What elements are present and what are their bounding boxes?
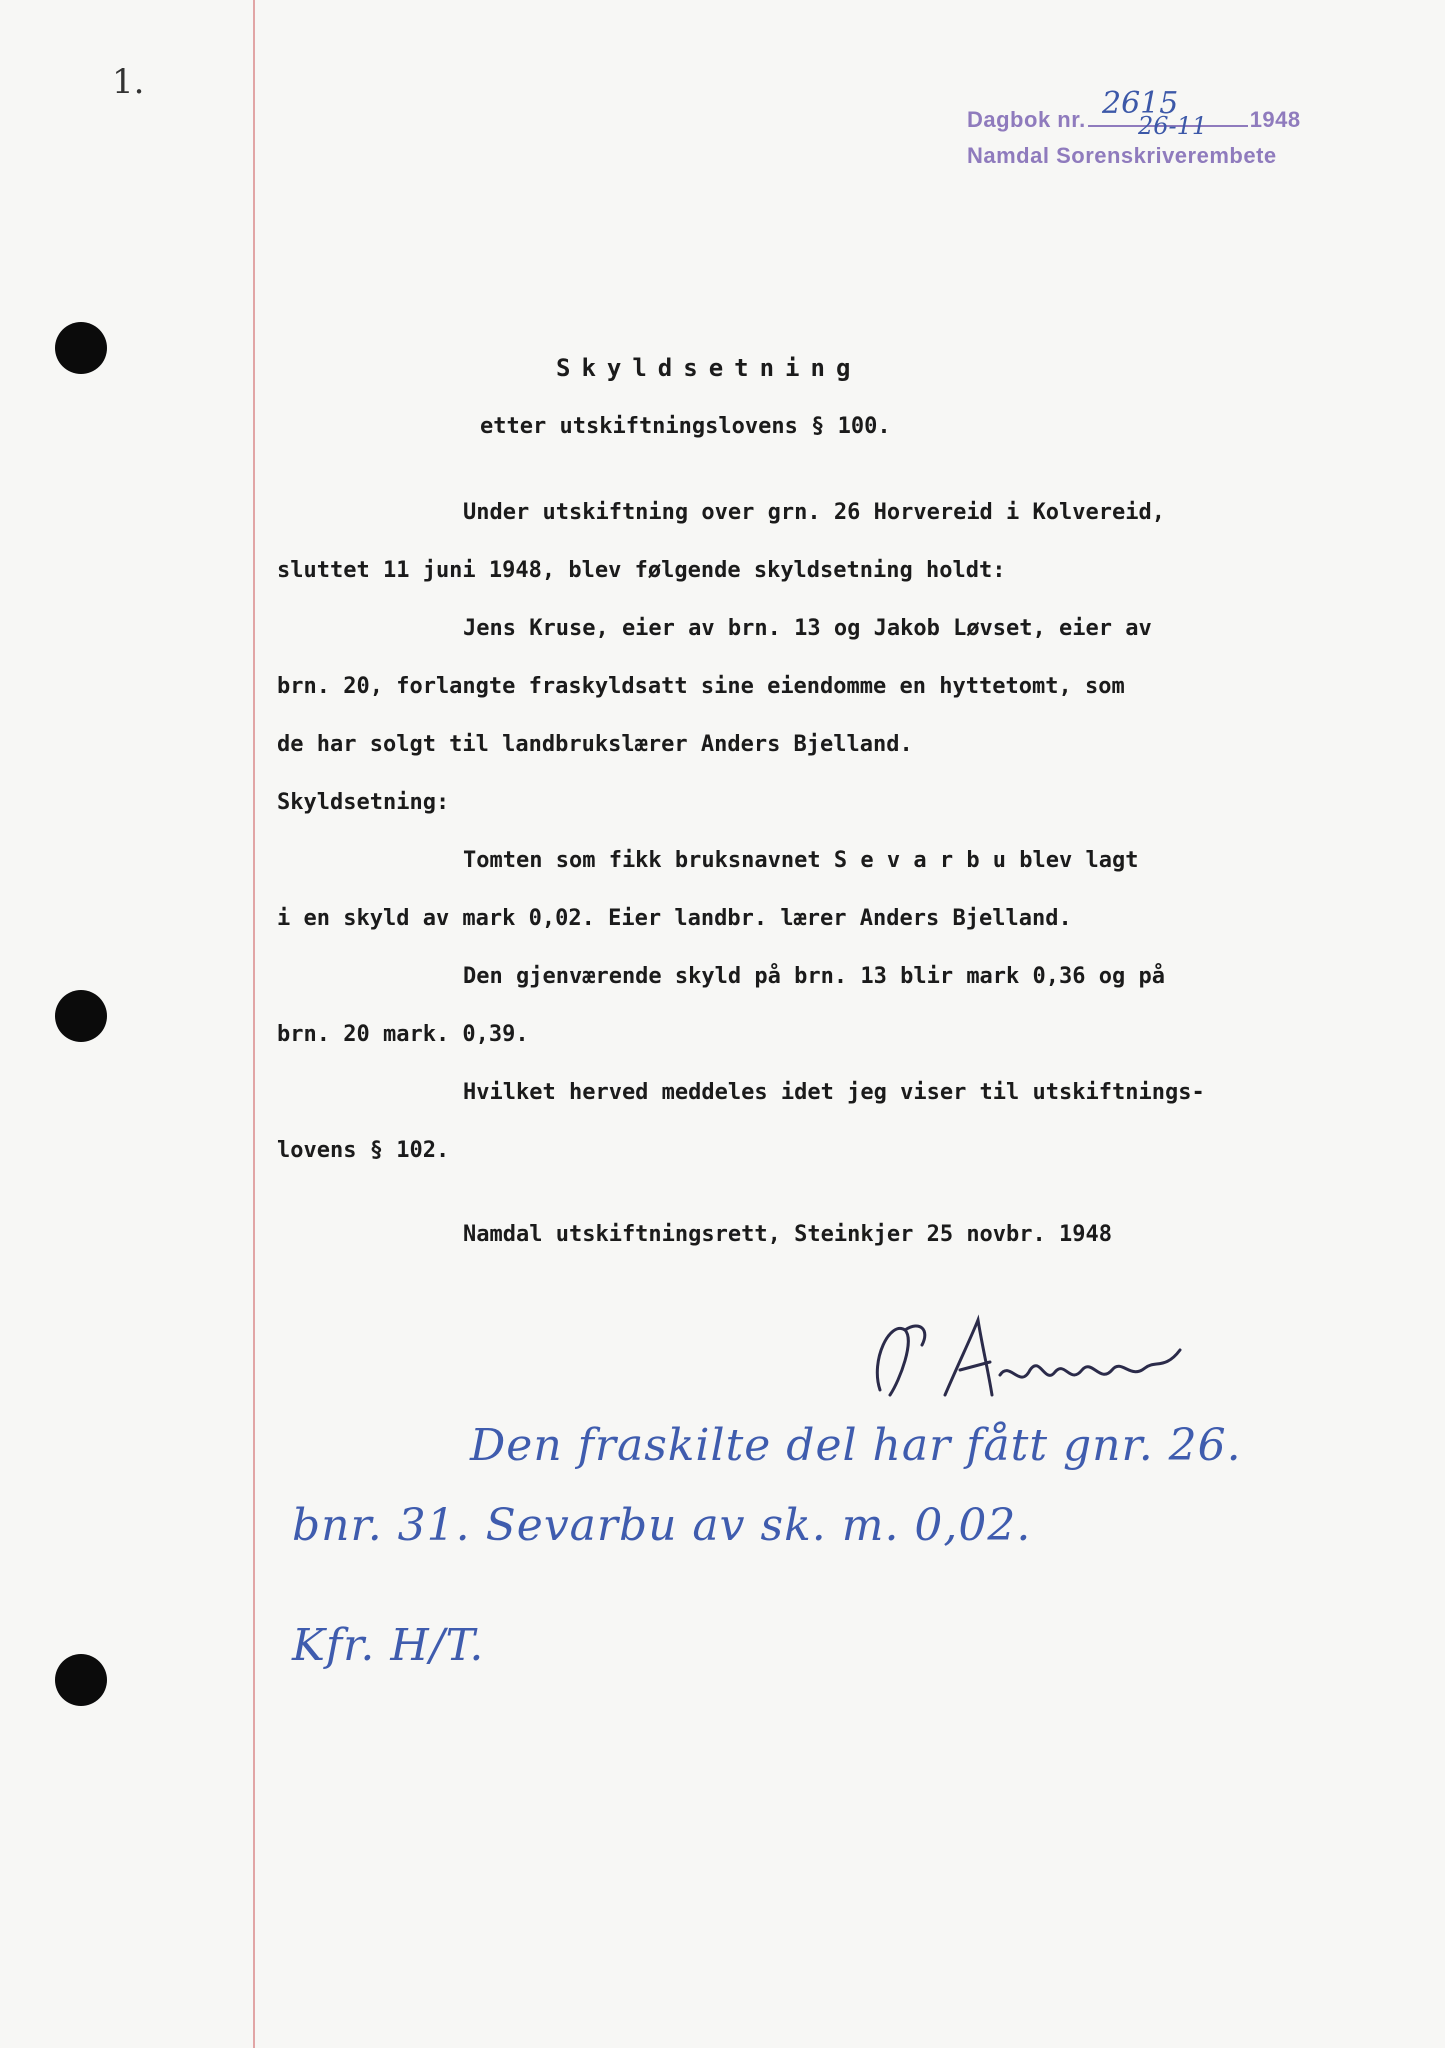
handwritten-note-line-1: Den fraskilte del har fått gnr. 26. — [470, 1420, 1242, 1471]
body-line: i en skyld av mark 0,02. Eier landbr. lærer Anders Bjelland. — [277, 906, 1072, 931]
signature — [860, 1300, 1200, 1420]
place-date-line: Namdal utskiftningsrett, Steinkjer 25 novbr. 1948 — [463, 1222, 1113, 1247]
punch-hole-top — [55, 322, 107, 374]
stamp-year: 1948 — [1249, 107, 1301, 132]
handwritten-note-line-2: bnr. 31. Sevarbu av sk. m. 0,02. — [292, 1500, 1032, 1551]
margin-rule — [253, 0, 255, 2048]
document-title: Skyldsetning — [556, 354, 862, 382]
body-line: lovens § 102. — [277, 1138, 450, 1163]
corner-mark: 1. — [112, 62, 145, 102]
document-subtitle: etter utskiftningslovens § 100. — [480, 414, 891, 439]
stamp-prefix: Dagbok nr. — [967, 107, 1086, 132]
body-line: de har solgt til landbrukslærer Anders Bjelland. — [277, 732, 913, 757]
punch-hole-middle — [55, 990, 107, 1042]
body-line: sluttet 11 juni 1948, blev følgende skyldsetning holdt: — [277, 558, 1006, 583]
body-line: brn. 20 mark. 0,39. — [277, 1022, 529, 1047]
body-line: Den gjenværende skyld på brn. 13 blir mark 0,36 og på — [463, 964, 1165, 989]
body-line: Jens Kruse, eier av brn. 13 og Jakob Løvset, eier av — [463, 616, 1152, 641]
stamp-handwritten-date: 26-11 — [1138, 112, 1208, 140]
punch-hole-bottom — [55, 1654, 107, 1706]
body-line: Under utskiftning over grn. 26 Horvereid i Kolvereid, — [463, 500, 1165, 525]
body-line: brn. 20, forlangte fraskyldsatt sine eiendomme en hyttetomt, som — [277, 674, 1125, 699]
stamp-office: Namdal Sorenskriverembete — [967, 143, 1277, 168]
section-heading: Skyldsetning: — [277, 790, 450, 815]
handwritten-note-line-3: Kfr. H/T. — [292, 1620, 485, 1671]
stamp-handwritten-number: 2615 — [1102, 86, 1179, 121]
body-line: Hvilket herved meddeles idet jeg viser til utskiftnings- — [463, 1080, 1205, 1105]
body-line: Tomten som fikk bruksnavnet S e v a r b u blev lagt — [463, 848, 1139, 873]
